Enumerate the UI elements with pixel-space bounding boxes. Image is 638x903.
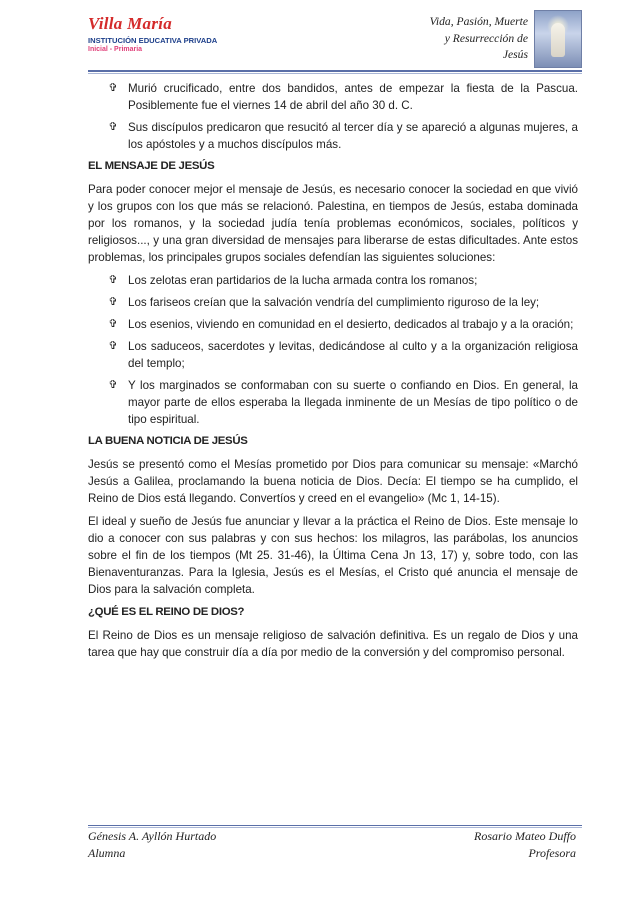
cross-icon: ✞ xyxy=(108,340,118,352)
footer-rule xyxy=(88,825,582,826)
list-item xyxy=(88,338,578,372)
paragraph: Jesús se presentó como el Mesías prometido por Dios para comunicar su mensaje: «Marchó Jesús a Galilea, proclamando la buena noticia de Dios. Decía: El tiempo se ha cumplido, el Reino de Dios está llegando. Convertíos y creed en el evangelio» (Mc 1, 14-15). xyxy=(88,458,578,505)
student-signature xyxy=(88,828,216,861)
cross-icon: ✞ xyxy=(108,296,118,308)
cross-icon: ✞ xyxy=(108,121,118,133)
document-title xyxy=(430,14,528,64)
student-role: Alumna xyxy=(88,845,126,860)
list-item xyxy=(88,294,578,311)
logo-level: Inicial - Primaria xyxy=(88,46,143,53)
logo-name: Villa María xyxy=(88,14,173,33)
teacher-role: Profesora xyxy=(528,845,576,860)
section-heading: EL MENSAJE DE JESÚS xyxy=(88,160,215,172)
list-item-text: Los zelotas eran partidarios de la lucha armada contra los romanos; xyxy=(128,274,478,287)
list-item-text: Los fariseos creían que la salvación vendría del cumplimiento riguroso de la ley; xyxy=(128,296,540,309)
teacher-signature xyxy=(474,828,576,861)
list-item-text: Murió crucificado, entre dos bandidos, antes de empezar la fiesta de la Pascua. Posiblemente fue el viernes 14 de abril del año 30 d. C. xyxy=(128,82,578,112)
title-line: Jesús xyxy=(502,48,528,61)
cross-icon: ✞ xyxy=(108,82,118,94)
list-item-text: Los esenios, viviendo en comunidad en el desierto, dedicados al trabajo y a la oración; xyxy=(128,318,574,331)
list-item-text: Y los marginados se conformaban con su suerte o confiando en Dios. En general, la mayor parte de ellos esperaba la llegada inminente de un Mesías de tipo político o de tipo espiritual. xyxy=(128,379,578,426)
paragraph: El ideal y sueño de Jesús fue anunciar y llevar a la práctica el Reino de Dios. Este mensaje lo dio a conocer con sus palabras y con sus hechos: los milagros, las parábolas, los anuncios sobre el fin de los tiempos (Mt 25. 31-46), la Última Cena Jn 13, 17) y, sobre todo, con las Bienaventuranzas. Para la Iglesia, Jesús es el Mesías, el Cristo qué anuncia el mensaje de Dios para la salvación completa. xyxy=(88,515,578,596)
list-item xyxy=(88,316,578,333)
cross-icon: ✞ xyxy=(108,379,118,391)
section-heading: ¿QUÉ ES EL REINO DE DIOS? xyxy=(88,606,245,618)
page-content xyxy=(88,80,578,667)
list-item-text: Los saduceos, sacerdotes y levitas, dedicándose al culto y a la organización religiosa del templo; xyxy=(128,340,578,370)
paragraph: Para poder conocer mejor el mensaje de Jesús, es necesario conocer la sociedad en que vivió y los grupos con los que más se relacionó. Palestina, en tiempos de Jesús, estaba dominada por los romanos, y la sociedad judía tenía problemas económicos, sociales, políticos y religiosos..., y una gran diversidad de mensajes para liberarse de estas dificultades. Ante estos problemas, los principales grupos sociales defendían las siguientes soluciones: xyxy=(88,183,578,264)
risen-christ-image xyxy=(534,10,582,68)
list-item xyxy=(88,119,578,153)
paragraph: El Reino de Dios es un mensaje religioso de salvación definitiva. Es un regalo de Dios y una tarea que hay que construir día a día por medio de la conversión y del compromiso personal. xyxy=(88,629,578,659)
title-line: Vida, Pasión, Muerte xyxy=(429,15,528,28)
section-heading: LA BUENA NOTICIA DE JESÚS xyxy=(88,435,248,447)
header-rule xyxy=(88,70,582,72)
page-header xyxy=(88,8,582,68)
cross-icon: ✞ xyxy=(108,318,118,330)
list-item xyxy=(88,377,578,428)
student-name: Génesis A. Ayllón Hurtado xyxy=(88,829,217,843)
cross-icon: ✞ xyxy=(108,274,118,286)
teacher-name: Rosario Mateo Duffo xyxy=(474,829,576,843)
school-logo xyxy=(88,15,217,54)
list-item xyxy=(88,80,578,114)
logo-subtitle: INSTITUCIÓN EDUCATIVA PRIVADA xyxy=(88,36,218,45)
header-rule-thin xyxy=(88,73,582,74)
list-item xyxy=(88,272,578,289)
title-line: y Resurrección de xyxy=(444,31,528,45)
list-item-text: Sus discípulos predicaron que resucitó al tercer día y se apareció a algunas mujeres, a los apóstoles y a muchos discípulos más. xyxy=(128,121,578,151)
